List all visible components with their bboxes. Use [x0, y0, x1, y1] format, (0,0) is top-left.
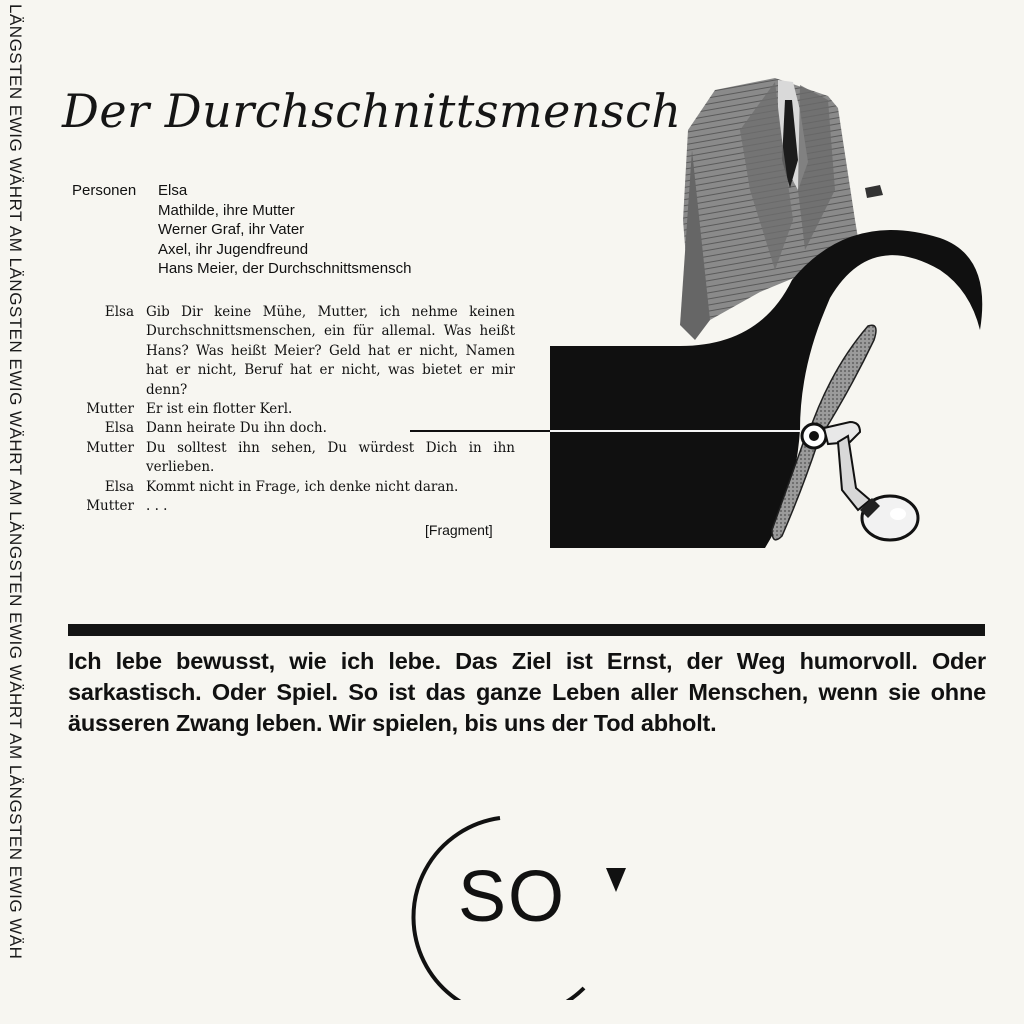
- line-text: Kommt nicht in Frage, ich denke nicht daran.: [146, 478, 459, 495]
- line-text: Gib Dir keine Mühe, Mutter, ich nehme keinen Durchschnittsmenschen, ein für allemal. Was heißt Hans? Was heißt Meier? Geld hat er nicht, Namen hat er nicht, Beruf hat er nicht, was bietet er mir denn?: [146, 304, 515, 398]
- speaker: Elsa: [104, 420, 134, 437]
- cast-name: Hans Meier, der Durchschnittsmensch: [158, 260, 412, 278]
- speaker: Mutter: [86, 498, 134, 515]
- cast-name: Elsa: [158, 182, 188, 199]
- fragment-note: [Fragment]: [425, 522, 493, 538]
- page-title: Der Durchschnittsmensch: [62, 84, 682, 138]
- collage-illustration: [380, 70, 1000, 560]
- arrow-head-icon: [606, 868, 626, 892]
- line-text: Du solltest ihn sehen, Du würdest Dich in ihn verlieben.: [146, 439, 515, 476]
- crank-handle-illustration: [824, 422, 918, 540]
- cast-label: Personen: [72, 182, 137, 199]
- line-text: Dann heirate Du ihn doch.: [146, 420, 327, 437]
- cast-names: [158, 181, 411, 279]
- cast-name: Axel, ihr Jugendfreund: [158, 240, 309, 258]
- manifesto-quote: Ich lebe bewusst, wie ich lebe. Das Ziel ist Ernst, der Weg humorvoll. Oder sarkastisch. Oder Spiel. So ist das ganze Leben aller Menschen, wenn sie ohne äusseren Zwang leben. Wir spielen, bis uns der Tod abholt.: [68, 648, 986, 736]
- speaker: Elsa: [104, 478, 134, 495]
- speaker: Mutter: [86, 439, 134, 456]
- vertical-side-text: LÄNGSTEN EWIG WÄHRT AM LÄNGSTEN EWIG WÄHRT AM LÄNGSTEN EWIG WÄHRT AM LÄNGSTEN EWIG WÄH: [6, 4, 25, 960]
- line-text: . . .: [146, 498, 168, 515]
- speaker: Mutter: [86, 401, 134, 418]
- cast-name: Mathilde, ihre Mutter: [158, 201, 295, 219]
- so-label: SO: [458, 857, 567, 937]
- line-text: Er ist ein flotter Kerl.: [146, 401, 293, 418]
- cast-name: Werner Graf, ihr Vater: [158, 221, 305, 239]
- horizontal-rule: [68, 624, 985, 636]
- speaker: Elsa: [104, 304, 134, 320]
